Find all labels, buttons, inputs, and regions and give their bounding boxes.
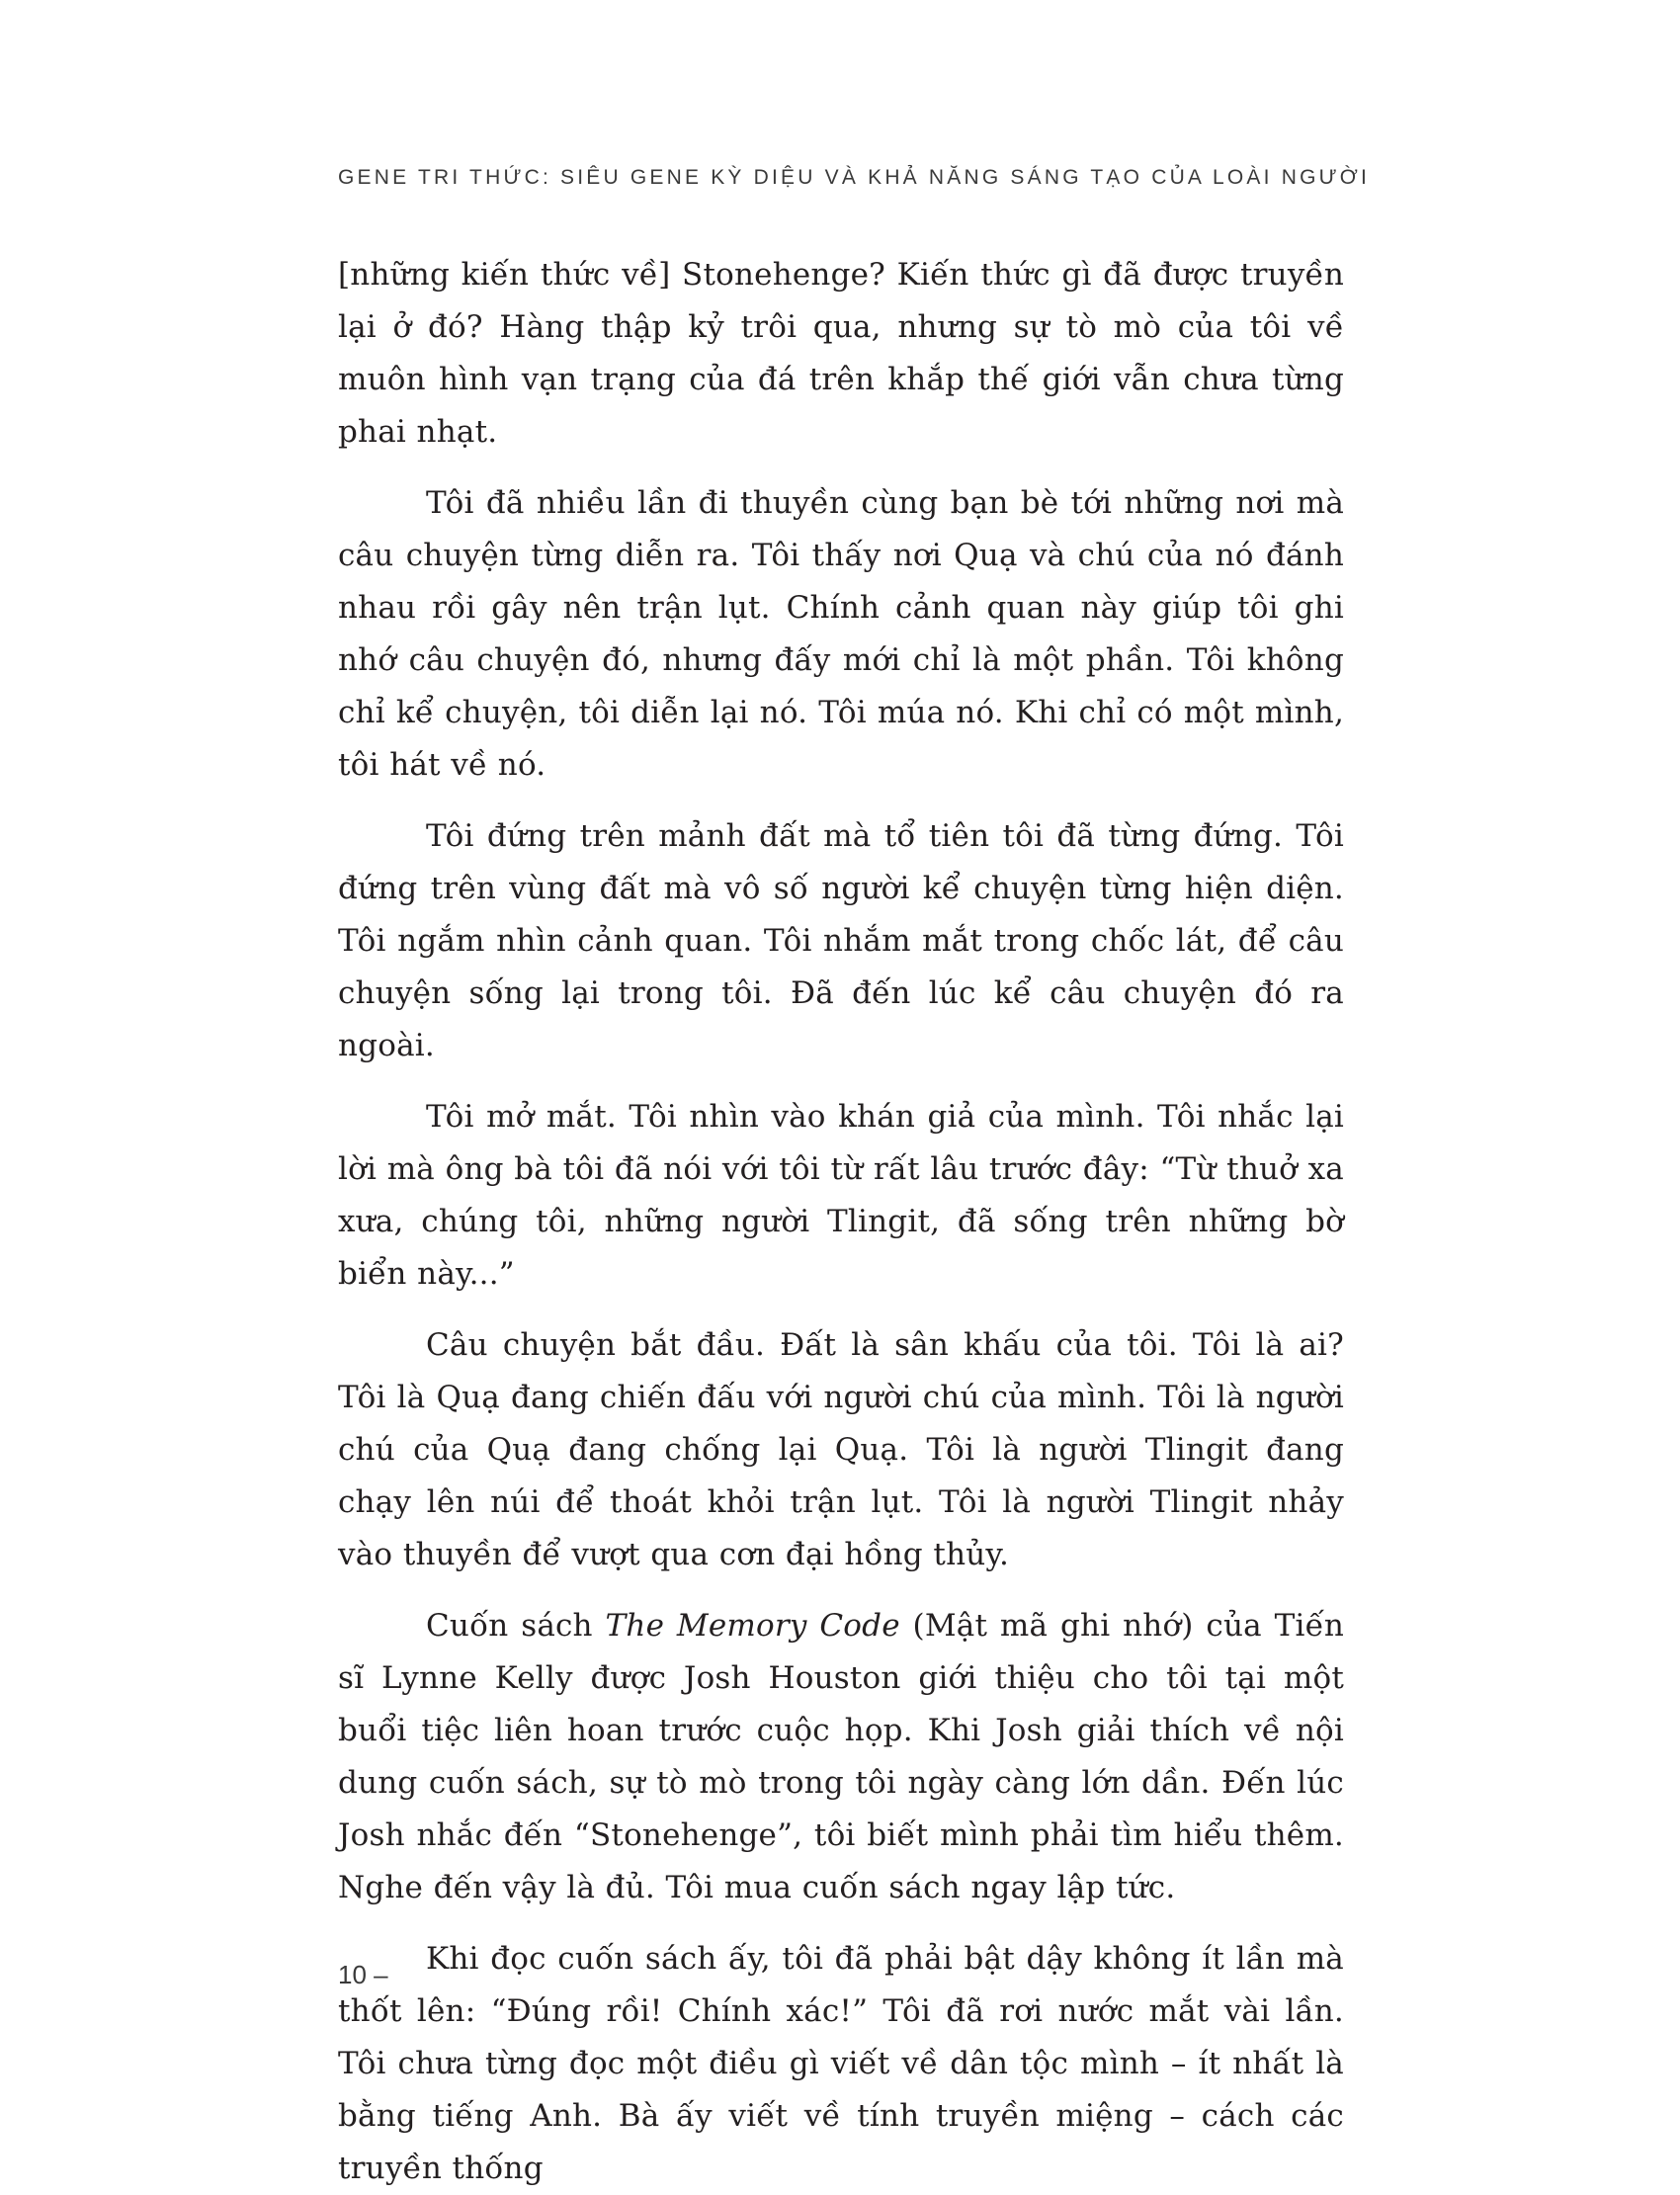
paragraph: Khi đọc cuốn sách ấy, tôi đã phải bật dậy không ít lần mà thốt lên: “Đúng rồi! Chính xác!” Tôi đã rơi nước mắt vài lần. Tôi chưa từng đọc một điều gì viết về dân tộc mình – ít nhất là bằng tiếng Anh. Bà ấy viết về tính truyền miệng – cách các truyền thống: [338, 1941, 1344, 2186]
paragraph: Tôi đã nhiều lần đi thuyền cùng bạn bè tới những nơi mà câu chuyện từng diễn ra. Tôi thấy nơi Quạ và chú của nó đánh nhau rồi gây nên trận lụt. Chính cảnh quan này giúp tôi ghi nhớ câu chuyện đó, nhưng đấy mới chỉ là một phần. Tôi không chỉ kể chuyện, tôi diễn lại nó. Tôi múa nó. Khi chỉ có một mình, tôi hát về nó.: [338, 485, 1344, 783]
paragraph: [338, 1600, 1344, 1914]
paragraph-text: Cuốn sách: [426, 1608, 606, 1644]
book-title: The Memory Code: [605, 1608, 900, 1644]
paragraph: Câu chuyện bắt đầu. Đất là sân khấu của tôi. Tôi là ai? Tôi là Quạ đang chiến đấu với người chú của mình. Tôi là người chú của Quạ đang chống lại Quạ. Tôi là người Tlingit đang chạy lên núi để thoát khỏi trận lụt. Tôi là người Tlingit nhảy vào thuyền để vượt qua cơn đại hồng thủy.: [338, 1327, 1344, 1572]
paragraph: Tôi đứng trên mảnh đất mà tổ tiên tôi đã từng đứng. Tôi đứng trên vùng đất mà vô số người kể chuyện từng hiện diện. Tôi ngắm nhìn cảnh quan. Tôi nhắm mắt trong chốc lát, để câu chuyện sống lại trong tôi. Đã đến lúc kể câu chuyện đó ra ngoài.: [338, 818, 1344, 1063]
running-header: GENE TRI THỨC: SIÊU GENE KỲ DIỆU VÀ KHẢ NĂNG SÁNG TẠO CỦA LOÀI NGƯỜI: [338, 166, 1370, 189]
paragraph: [những kiến thức về] Stonehenge? Kiến thức gì đã được truyền lại ở đó? Hàng thập kỷ trôi qua, nhưng sự tò mò của tôi về muôn hình vạn trạng của đá trên khắp thế giới vẫn chưa từng phai nhạt.: [338, 257, 1344, 450]
paragraph-text: (Mật mã ghi nhớ) của Tiến sĩ Lynne Kelly được Josh Houston giới thiệu cho tôi tại một buổi tiệc liên hoan trước cuộc họp. Khi Josh giải thích về nội dung cuốn sách, sự tò mò trong tôi ngày càng lớn dần. Đến lúc Josh nhắc đến “Stonehenge”, tôi biết mình phải tìm hiểu thêm. Nghe đến vậy là đủ. Tôi mua cuốn sách ngay lập tức.: [338, 1608, 1345, 1905]
body-text: [338, 249, 1344, 2195]
paragraph: Tôi mở mắt. Tôi nhìn vào khán giả của mình. Tôi nhắc lại lời mà ông bà tôi đã nói với tôi từ rất lâu trước đây: “Từ thuở xa xưa, chúng tôi, những người Tlingit, đã sống trên những bờ biển này...”: [338, 1099, 1344, 1292]
page-number: 10 –: [338, 1960, 388, 1989]
